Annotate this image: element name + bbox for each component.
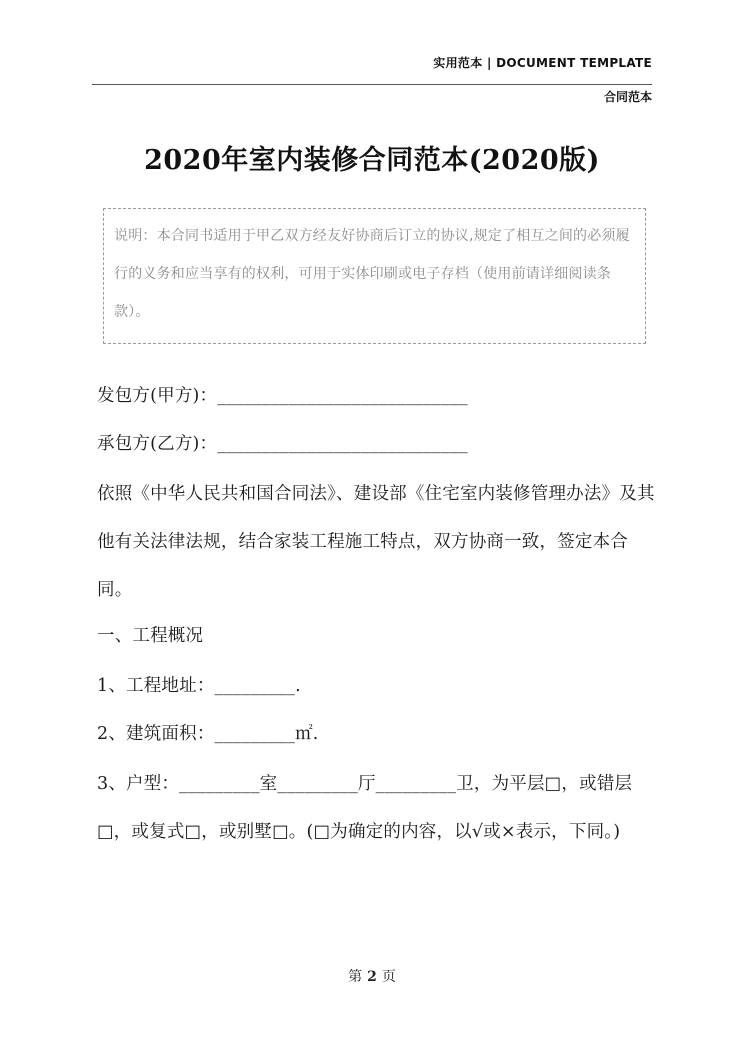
building-area-line: 2、建筑面积：_________㎡.	[97, 724, 319, 744]
contract-template-label: 合同范本	[603, 90, 652, 104]
page-number-suffix: 页	[381, 969, 396, 985]
description-note-box	[103, 208, 646, 344]
party-a-line: 发包方(甲方)：____________________________	[97, 386, 468, 406]
page-number-prefix: 第	[348, 969, 363, 985]
document-template-tag: 实用范本 | DOCUMENT TEMPLATE	[433, 56, 652, 70]
page-title: 2020年室内装修合同范本(2020版)	[144, 145, 600, 176]
floor-plan-paragraph: 3、户型：_________室_________厅_________卫，为平层□，或错层□，或复式□，或别墅□。(□为确定的内容，以√或×表示，下同。)	[97, 774, 633, 842]
intro-paragraph: 依照《中华人民共和国合同法》、建设部《住宅室内装修管理办法》及其他有关法律法规，结合家装工程施工特点，双方协商一致，签定本合同。	[97, 484, 655, 600]
party-b-line: 承包方(乙方)：____________________________	[97, 434, 468, 454]
header-divider	[92, 84, 652, 85]
section-heading-project-overview: 一、工程概况	[97, 626, 204, 646]
description-note-text: 说明：本合同书适用于甲乙双方经友好协商后订立的协议,规定了相互之间的必须履行的义务和应当享有的权利，可用于实体印刷或电子存档（使用前请详细阅读条款）。	[114, 228, 630, 320]
page-number-footer	[0, 966, 744, 986]
page-number: 2	[367, 969, 377, 985]
project-address-line: 1、工程地址：_________.	[97, 676, 301, 696]
